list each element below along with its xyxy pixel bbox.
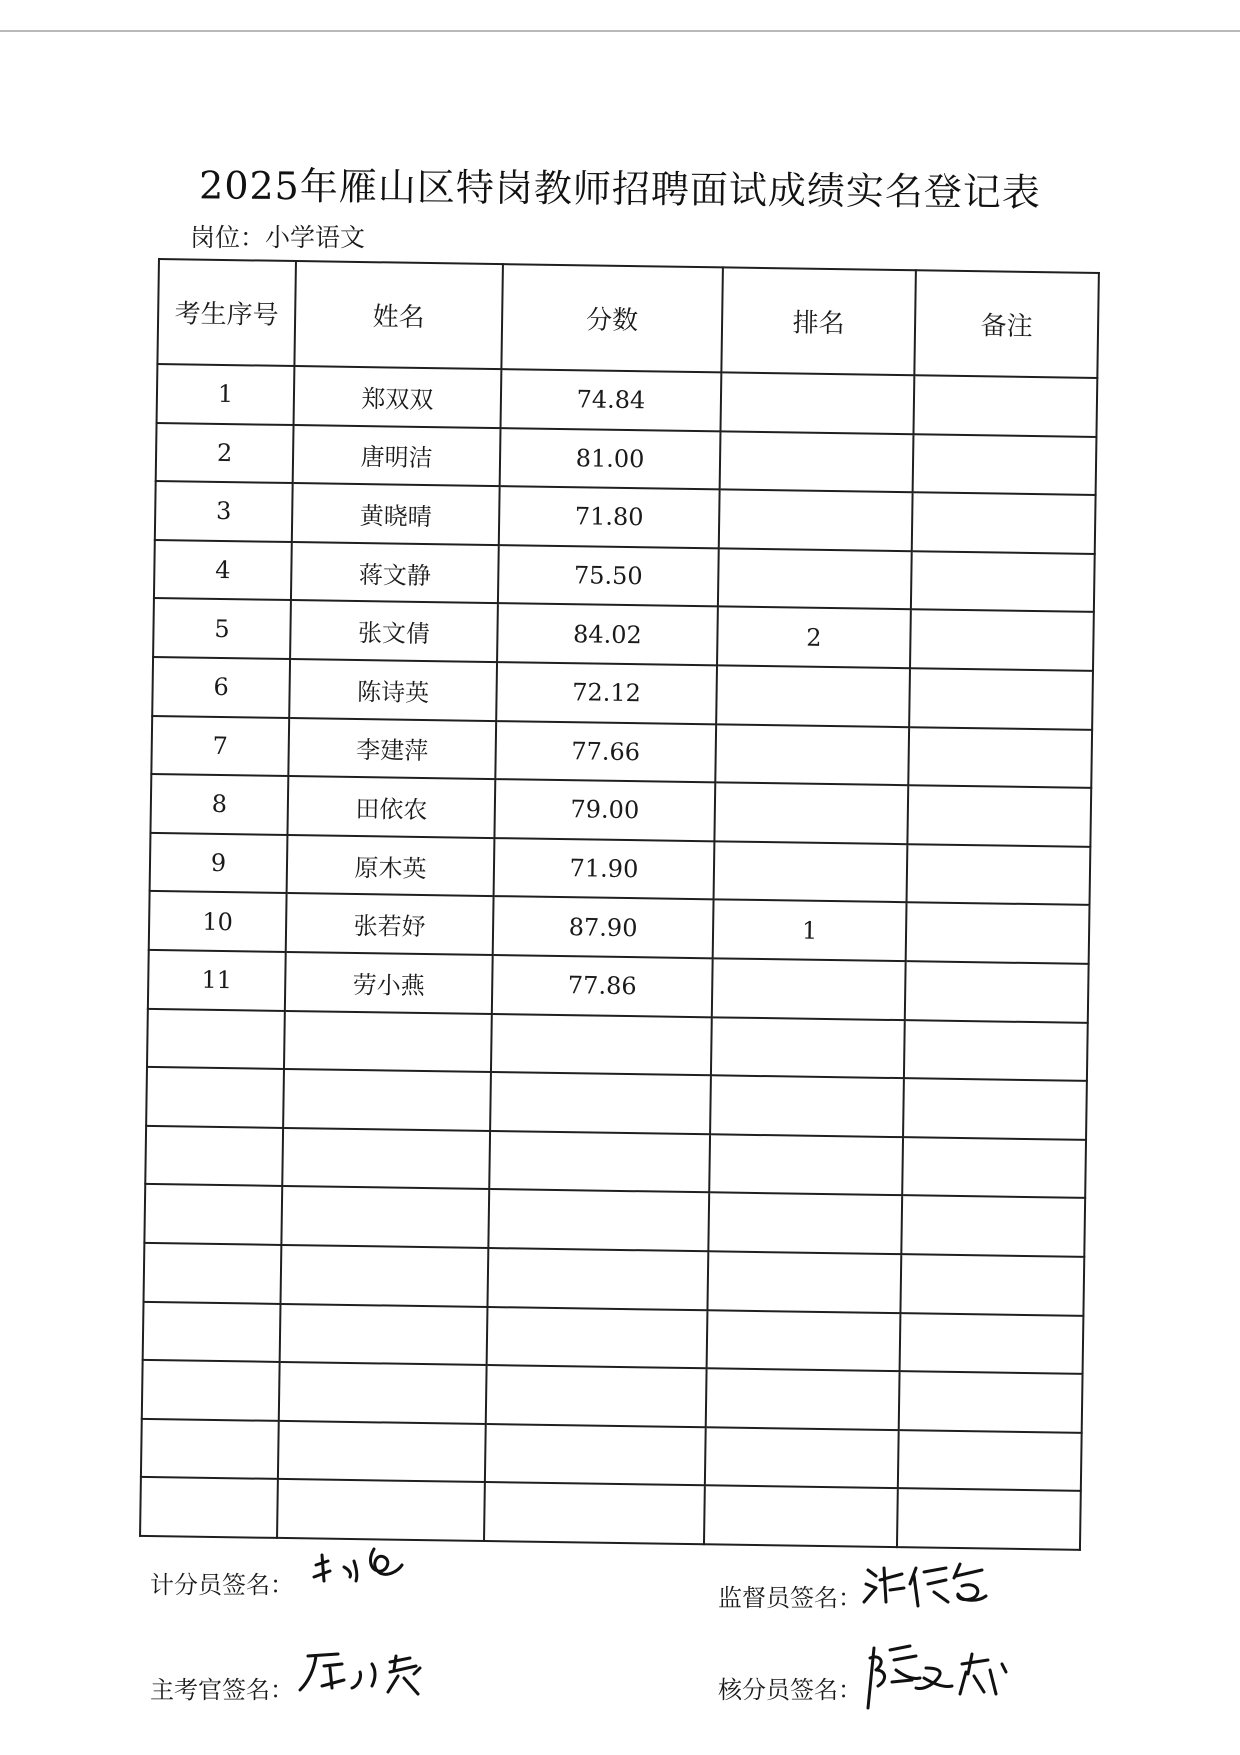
- top-border-line: [0, 30, 1240, 32]
- cell-score: [487, 1307, 708, 1369]
- chief-examiner-signature-label: 主考官签名：: [150, 1676, 294, 1704]
- cell-candidate-no: [147, 1008, 285, 1069]
- cell-rank: [707, 1251, 901, 1312]
- table-header-row: [157, 259, 1098, 378]
- cell-score: 72.12: [496, 662, 717, 724]
- cell-score: [491, 1014, 712, 1076]
- cell-name: 蒋文静: [291, 542, 499, 604]
- cell-candidate-no: 2: [156, 423, 294, 484]
- chief-examiner-signature-line: [150, 1670, 294, 1705]
- cell-remark: [906, 903, 1090, 964]
- cell-name: [280, 1303, 488, 1365]
- scorer-signature-label: 计分员签名：: [150, 1571, 294, 1599]
- cell-score: 77.66: [495, 721, 716, 783]
- table-body: [140, 364, 1097, 1550]
- header-remark: 备注: [914, 270, 1099, 378]
- cell-name: 原木英: [287, 835, 495, 897]
- cell-score: [490, 1072, 711, 1134]
- cell-rank: [715, 724, 909, 785]
- cell-remark: [903, 1078, 1087, 1139]
- cell-name: 黄晓晴: [292, 483, 500, 545]
- cell-score: 81.00: [500, 428, 721, 490]
- cell-candidate-no: [143, 1301, 281, 1362]
- cell-remark: [901, 1195, 1085, 1256]
- cell-candidate-no: [140, 1477, 278, 1538]
- header-score: 分数: [501, 264, 723, 372]
- chief-examiner-handwritten-signature: [294, 1642, 464, 1702]
- cell-name: 郑双双: [294, 366, 502, 428]
- cell-score: 75.50: [498, 545, 719, 607]
- cell-score: 71.80: [499, 486, 720, 548]
- cell-candidate-no: 10: [149, 891, 287, 952]
- cell-remark: [904, 1020, 1088, 1081]
- post-value: 小学语文: [265, 223, 366, 252]
- cell-remark: [908, 727, 1092, 788]
- cell-score: 71.90: [494, 838, 715, 900]
- cell-rank: [710, 1075, 904, 1136]
- cell-remark: [907, 785, 1091, 846]
- cell-remark: [905, 961, 1089, 1022]
- cell-candidate-no: 4: [154, 540, 292, 601]
- cell-name: 劳小燕: [285, 952, 493, 1014]
- cell-rank: 2: [717, 607, 911, 668]
- cell-remark: [899, 1371, 1083, 1432]
- cell-candidate-no: 3: [155, 481, 293, 542]
- cell-score: 74.84: [501, 369, 722, 431]
- cell-name: [282, 1128, 490, 1190]
- cell-candidate-no: [145, 1126, 283, 1187]
- header-candidate-no: 考生序号: [157, 259, 296, 366]
- cell-candidate-no: [146, 1067, 284, 1128]
- cell-candidate-no: [141, 1419, 279, 1480]
- cell-remark: [913, 434, 1097, 495]
- cell-rank: [714, 841, 908, 902]
- post-label: 岗位：: [190, 223, 266, 252]
- cell-candidate-no: 8: [150, 774, 288, 835]
- cell-name: [281, 1245, 489, 1307]
- cell-score: 79.00: [494, 779, 715, 841]
- cell-remark: [909, 668, 1093, 729]
- cell-remark: [911, 551, 1095, 612]
- cell-rank: [705, 1427, 899, 1488]
- supervisor-handwritten-signature: [862, 1550, 1022, 1610]
- table-row-empty: [140, 1477, 1081, 1550]
- header-name: 姓名: [294, 261, 503, 369]
- cell-rank: [718, 548, 912, 609]
- cell-name: 张文倩: [290, 600, 498, 662]
- scorer-handwritten-signature: [294, 1537, 444, 1597]
- scorer-signature-line: [150, 1565, 294, 1600]
- checker-signature-line: [718, 1670, 862, 1705]
- cell-remark: [910, 610, 1094, 671]
- cell-score: [488, 1189, 709, 1251]
- cell-candidate-no: 7: [151, 716, 289, 777]
- cell-candidate-no: 5: [153, 598, 291, 659]
- cell-rank: [716, 665, 910, 726]
- cell-name: [279, 1362, 487, 1424]
- cell-candidate-no: [144, 1243, 282, 1304]
- cell-remark: [897, 1488, 1081, 1549]
- cell-rank: 1: [713, 900, 907, 961]
- cell-score: [487, 1248, 708, 1310]
- cell-name: [278, 1421, 486, 1483]
- cell-rank: [704, 1486, 898, 1547]
- cell-candidate-no: 1: [157, 364, 295, 425]
- cell-name: [281, 1186, 489, 1248]
- cell-score: 77.86: [492, 955, 713, 1017]
- cell-name: [283, 1069, 491, 1131]
- cell-candidate-no: [142, 1360, 280, 1421]
- cell-remark: [912, 492, 1096, 553]
- cell-score: [486, 1365, 707, 1427]
- cell-name: 李建萍: [288, 718, 496, 780]
- cell-rank: [711, 1017, 905, 1078]
- cell-rank: [712, 958, 906, 1019]
- cell-name: 张若妤: [286, 893, 494, 955]
- checker-handwritten-signature: [862, 1642, 1032, 1712]
- cell-score: 84.02: [497, 603, 718, 665]
- supervisor-signature-line: [718, 1578, 862, 1613]
- cell-rank: [708, 1193, 902, 1254]
- cell-score: [484, 1482, 705, 1544]
- cell-rank: [706, 1368, 900, 1429]
- cell-name: 田依农: [287, 776, 495, 838]
- cell-name: [277, 1479, 485, 1541]
- supervisor-signature-label: 监督员签名：: [718, 1584, 862, 1612]
- cell-rank: [720, 372, 914, 433]
- cell-candidate-no: 11: [148, 950, 286, 1011]
- cell-name: 陈诗英: [289, 659, 497, 721]
- score-table-wrapper: [139, 258, 1098, 1551]
- cell-remark: [900, 1254, 1084, 1315]
- header-rank: 排名: [721, 267, 916, 375]
- cell-rank: [709, 1134, 903, 1195]
- cell-candidate-no: 9: [150, 833, 288, 894]
- cell-rank: [707, 1310, 901, 1371]
- cell-score: 87.90: [493, 896, 714, 958]
- cell-candidate-no: 6: [152, 657, 290, 718]
- cell-rank: [720, 431, 914, 492]
- cell-remark: [913, 375, 1097, 436]
- cell-candidate-no: [144, 1184, 282, 1245]
- cell-score: [485, 1424, 706, 1486]
- cell-remark: [907, 844, 1091, 905]
- cell-remark: [900, 1313, 1084, 1374]
- cell-rank: [714, 782, 908, 843]
- cell-remark: [898, 1430, 1082, 1491]
- cell-name: 唐明洁: [293, 425, 501, 487]
- cell-remark: [902, 1137, 1086, 1198]
- post-line: [190, 218, 365, 254]
- cell-score: [489, 1131, 710, 1193]
- page-title: 2025年雁山区特岗教师招聘面试成绩实名登记表: [198, 163, 1042, 215]
- score-table: [139, 258, 1100, 1551]
- checker-signature-label: 核分员签名：: [718, 1676, 862, 1704]
- cell-name: [284, 1010, 492, 1072]
- cell-rank: [719, 490, 913, 551]
